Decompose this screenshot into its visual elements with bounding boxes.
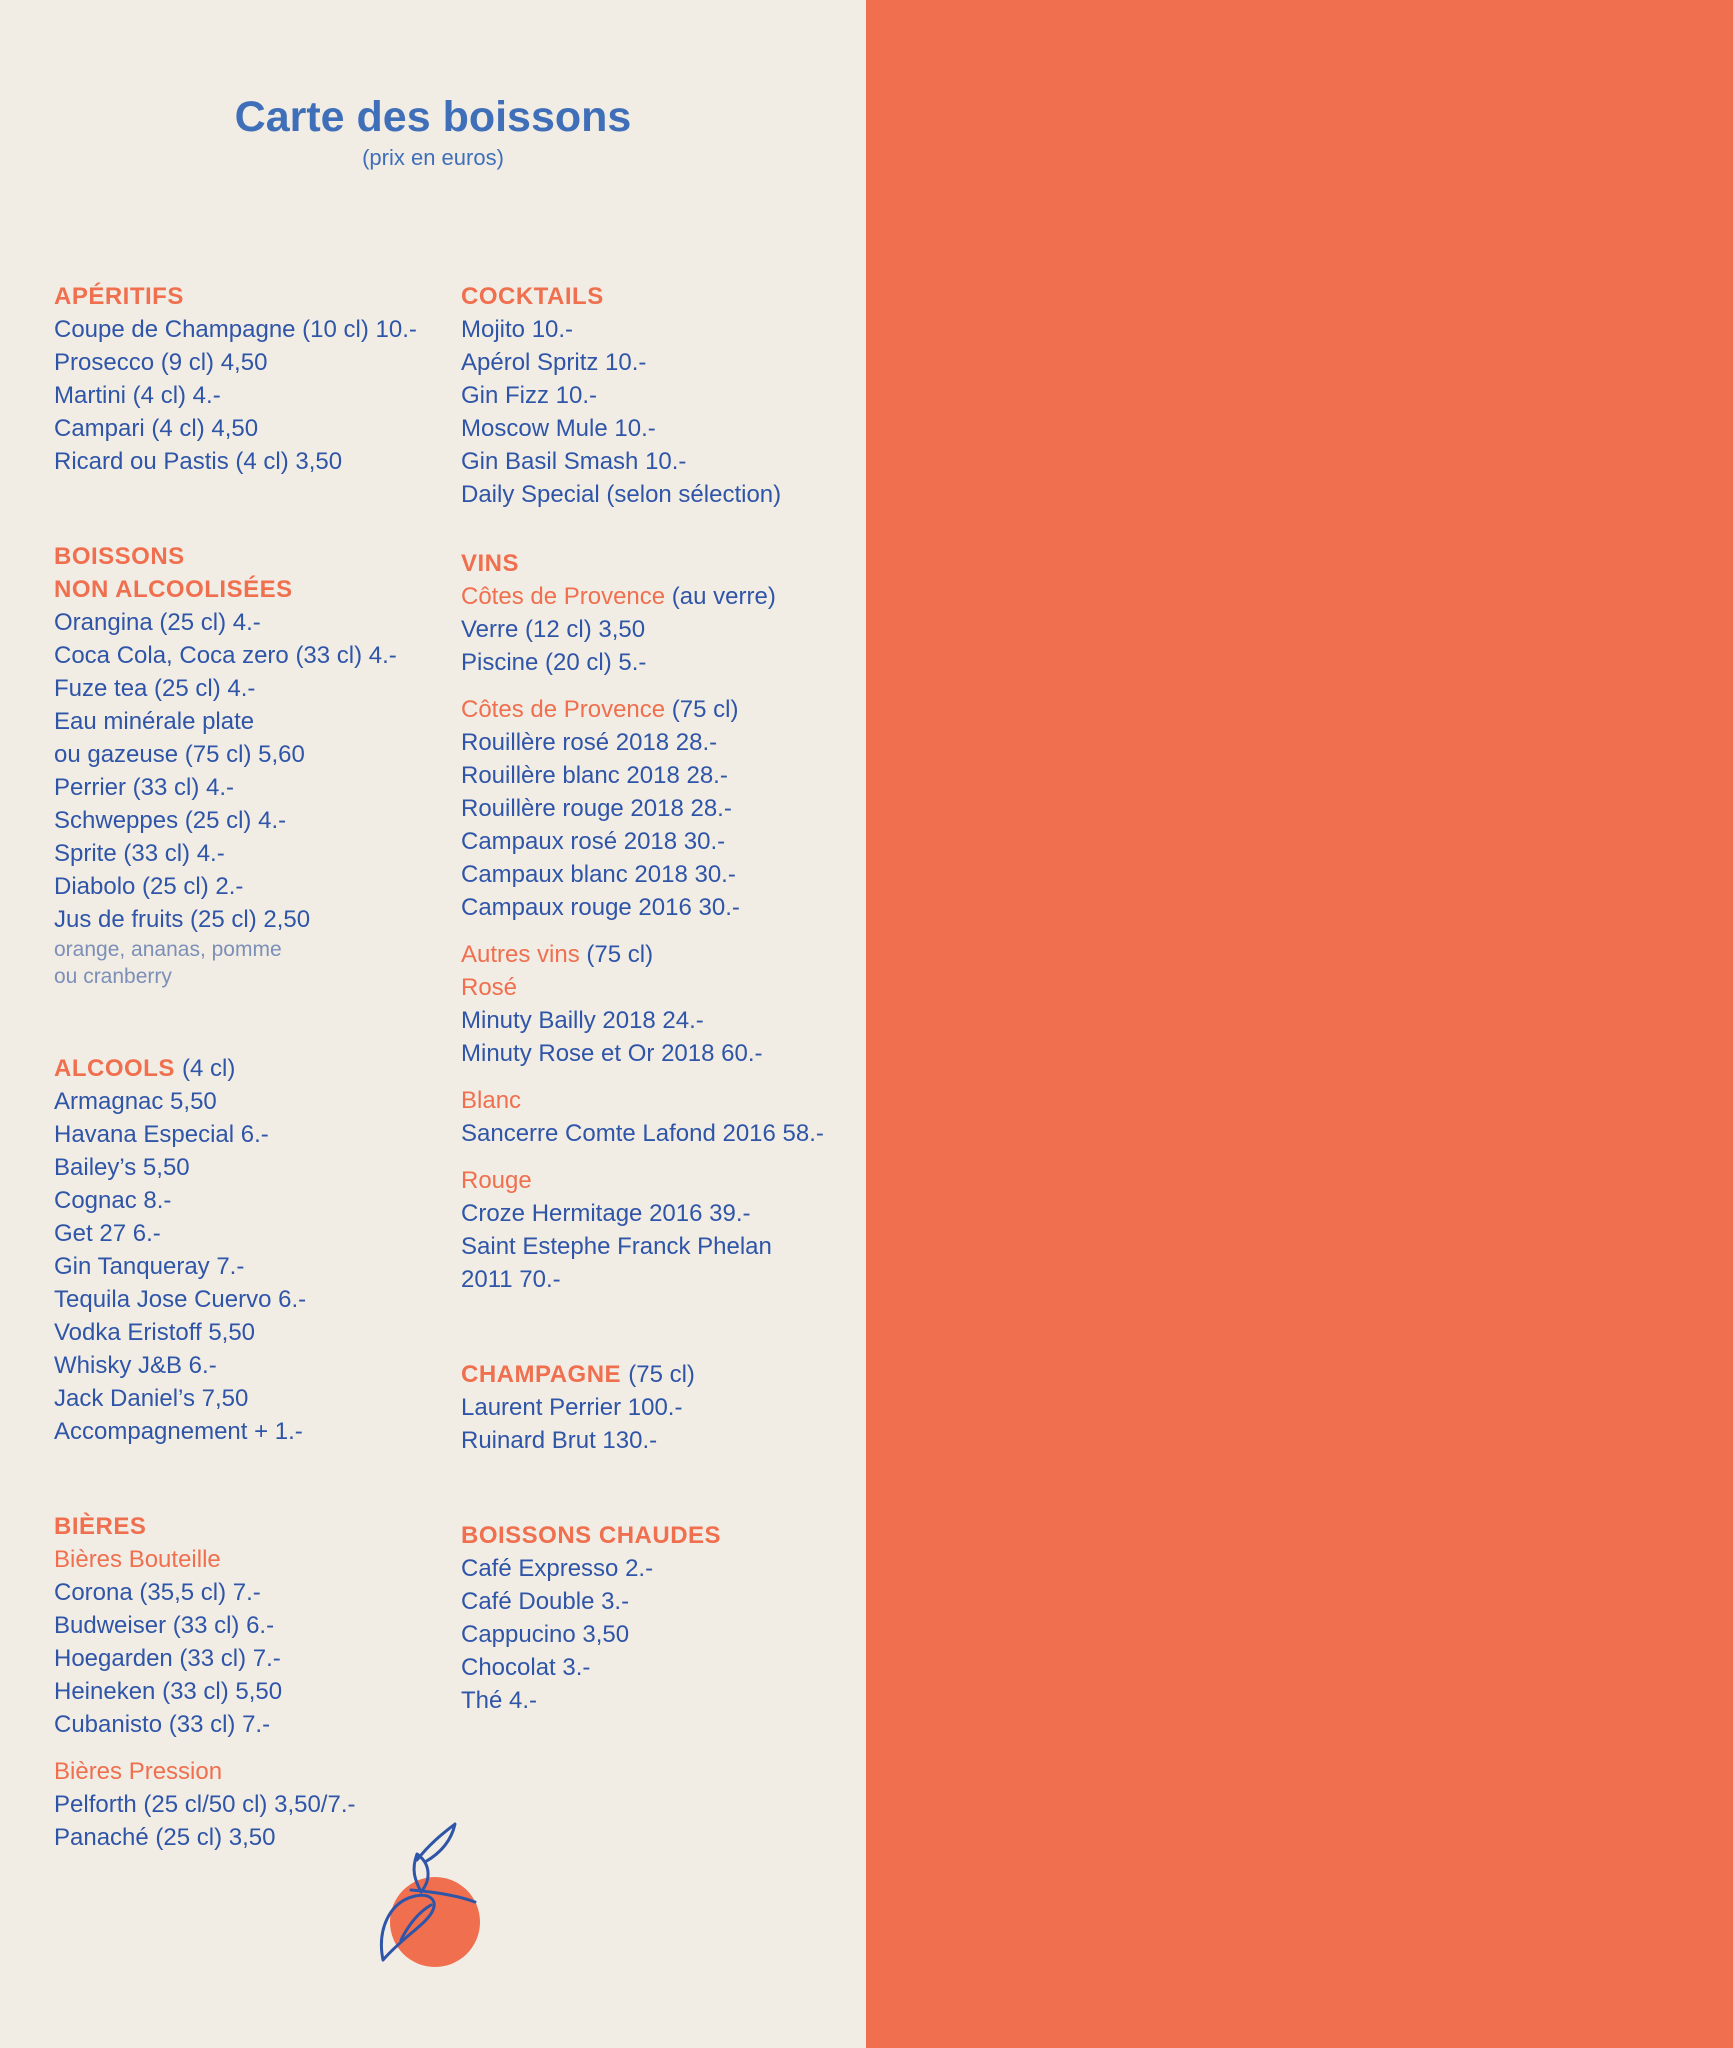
menu-item: Daily Special (selon sélection) xyxy=(461,481,782,508)
menu-item: Fuze tea (25 cl) 4.- xyxy=(54,675,256,702)
menu-item: Gin Basil Smash 10.- xyxy=(461,448,687,475)
menu-item: Pelforth (25 cl/50 cl) 3,50/7.- xyxy=(54,1791,356,1818)
section-champagne xyxy=(461,1358,861,1457)
menu-item: Martini (4 cl) 4.- xyxy=(54,382,221,409)
section-subtitle: Bières Pression xyxy=(54,1758,223,1785)
menu-item: Whisky J&B 6.- xyxy=(54,1352,217,1379)
menu-item: ou gazeuse (75 cl) 5,60 xyxy=(54,741,305,768)
menu-item: Schweppes (25 cl) 4.- xyxy=(54,807,287,834)
menu-item: Perrier (33 cl) 4.- xyxy=(54,774,235,801)
menu-item: Campari (4 cl) 4,50 xyxy=(54,415,259,442)
section-title-text: ALCOOLS xyxy=(54,1055,175,1082)
menu-item: Thé 4.- xyxy=(461,1687,538,1714)
menu-item: Budweiser (33 cl) 6.- xyxy=(54,1612,275,1639)
menu-item: Minuty Rose et Or 2018 60.- xyxy=(461,1040,763,1067)
menu-item: Moscow Mule 10.- xyxy=(461,415,656,442)
menu-item: Ricard ou Pastis (4 cl) 3,50 xyxy=(54,448,343,475)
menu-note: orange, ananas, pomme xyxy=(54,938,282,961)
menu-item: Campaux blanc 2018 30.- xyxy=(461,861,736,888)
menu-item: Gin Tanqueray 7.- xyxy=(54,1253,245,1280)
menu-item: Heineken (33 cl) 5,50 xyxy=(54,1678,283,1705)
menu-item: Saint Estephe Franck Phelan xyxy=(461,1233,772,1260)
menu-item: Orangina (25 cl) 4.- xyxy=(54,609,261,636)
section-aperitifs xyxy=(54,280,454,478)
menu-item: Cognac 8.- xyxy=(54,1187,172,1214)
section-subtitle xyxy=(461,938,861,971)
section-title-suffix: (4 cl) xyxy=(182,1055,236,1082)
menu-item: Laurent Perrier 100.- xyxy=(461,1394,683,1421)
menu-item: Coca Cola, Coca zero (33 cl) 4.- xyxy=(54,642,397,669)
menu-item: Sancerre Comte Lafond 2016 58.- xyxy=(461,1120,824,1147)
menu-item: Minuty Bailly 2018 24.- xyxy=(461,1007,704,1034)
subtitle-suffix: (75 cl) xyxy=(586,941,654,968)
subtitle-text: Côtes de Provence xyxy=(461,696,666,723)
menu-item: Eau minérale plate xyxy=(54,708,255,735)
menu-item: Gin Fizz 10.- xyxy=(461,382,598,409)
menu-item: Prosecco (9 cl) 4,50 xyxy=(54,349,268,376)
section-cocktails xyxy=(461,280,861,511)
section-subtitle: Bières Bouteille xyxy=(54,1546,221,1573)
section-title xyxy=(461,1358,861,1391)
menu-item: Cubanisto (33 cl) 7.- xyxy=(54,1711,271,1738)
menu-item: Havana Especial 6.- xyxy=(54,1121,269,1148)
menu-item: Get 27 6.- xyxy=(54,1220,161,1247)
section-vins xyxy=(461,547,861,1296)
section-title: BIÈRES xyxy=(54,1513,147,1540)
menu-note: ou cranberry xyxy=(54,965,172,988)
subtitle-text: Côtes de Provence xyxy=(461,583,666,610)
menu-item: Jus de fruits (25 cl) 2,50 xyxy=(54,906,311,933)
menu-item: Rouillère rosé 2018 28.- xyxy=(461,729,718,756)
section-title-text: CHAMPAGNE xyxy=(461,1361,622,1388)
left-column xyxy=(54,280,454,1854)
section-bieres xyxy=(54,1510,454,1854)
menu-item: Accompagnement + 1.- xyxy=(54,1418,303,1445)
section-title: BOISSONS xyxy=(54,543,185,570)
section-alcools xyxy=(54,1052,454,1448)
menu-item: Piscine (20 cl) 5.- xyxy=(461,649,647,676)
page-title: Carte des boissons xyxy=(234,93,632,141)
section-title: APÉRITIFS xyxy=(54,283,184,310)
subtitle-suffix: (75 cl) xyxy=(671,696,739,723)
menu-item: Rouillère blanc 2018 28.- xyxy=(461,762,728,789)
menu-item: Coupe de Champagne (10 cl) 10.- xyxy=(54,316,417,343)
section-title: VINS xyxy=(461,550,520,577)
section-title-suffix: (75 cl) xyxy=(628,1361,695,1388)
subtitle-suffix: (au verre) xyxy=(671,583,776,610)
section-boissons-chaudes xyxy=(461,1519,861,1717)
menu-item: Sprite (33 cl) 4.- xyxy=(54,840,225,867)
section-subtitle xyxy=(461,693,861,726)
menu-item: Tequila Jose Cuervo 6.- xyxy=(54,1286,307,1313)
menu-item: Armagnac 5,50 xyxy=(54,1088,217,1115)
section-subtitle: Rosé xyxy=(461,974,518,1001)
page-subtitle: (prix en euros) xyxy=(362,145,504,170)
illustration-panel xyxy=(866,0,1733,2048)
subtitle-text: Autres vins xyxy=(461,941,580,968)
menu-item: Café Expresso 2.- xyxy=(461,1555,654,1582)
section-subtitle xyxy=(461,580,861,613)
menu-item: Café Double 3.- xyxy=(461,1588,630,1615)
menu-item: Panaché (25 cl) 3,50 xyxy=(54,1824,276,1851)
menu-item: Ruinard Brut 130.- xyxy=(461,1427,658,1454)
section-title: NON ALCOOLISÉES xyxy=(54,576,293,603)
menu-item: Cappucino 3,50 xyxy=(461,1621,630,1648)
section-soft-drinks xyxy=(54,540,454,990)
orange-fruit-illustration xyxy=(375,1820,485,1970)
menu-item: Hoegarden (33 cl) 7.- xyxy=(54,1645,281,1672)
menu-panel xyxy=(0,0,866,2048)
menu-item: Campaux rosé 2018 30.- xyxy=(461,828,726,855)
right-column xyxy=(461,280,861,1717)
menu-item: Verre (12 cl) 3,50 xyxy=(461,616,646,643)
menu-item: Apérol Spritz 10.- xyxy=(461,349,647,376)
menu-item: Mojito 10.- xyxy=(461,316,574,343)
menu-item: Bailey’s 5,50 xyxy=(54,1154,190,1181)
menu-item: Rouillère rouge 2018 28.- xyxy=(461,795,732,822)
section-title: COCKTAILS xyxy=(461,283,604,310)
section-title xyxy=(54,1052,454,1085)
header xyxy=(0,92,866,172)
section-title: BOISSONS CHAUDES xyxy=(461,1522,722,1549)
menu-item: Jack Daniel’s 7,50 xyxy=(54,1385,249,1412)
menu-item: 2011 70.- xyxy=(461,1266,561,1293)
section-subtitle: Blanc xyxy=(461,1087,522,1114)
menu-item: Campaux rouge 2016 30.- xyxy=(461,894,740,921)
menu-item: Chocolat 3.- xyxy=(461,1654,591,1681)
section-subtitle: Rouge xyxy=(461,1167,532,1194)
menu-item: Vodka Eristoff 5,50 xyxy=(54,1319,256,1346)
menu-item: Croze Hermitage 2016 39.- xyxy=(461,1200,751,1227)
menu-item: Diabolo (25 cl) 2.- xyxy=(54,873,244,900)
menu-item: Corona (35,5 cl) 7.- xyxy=(54,1579,261,1606)
